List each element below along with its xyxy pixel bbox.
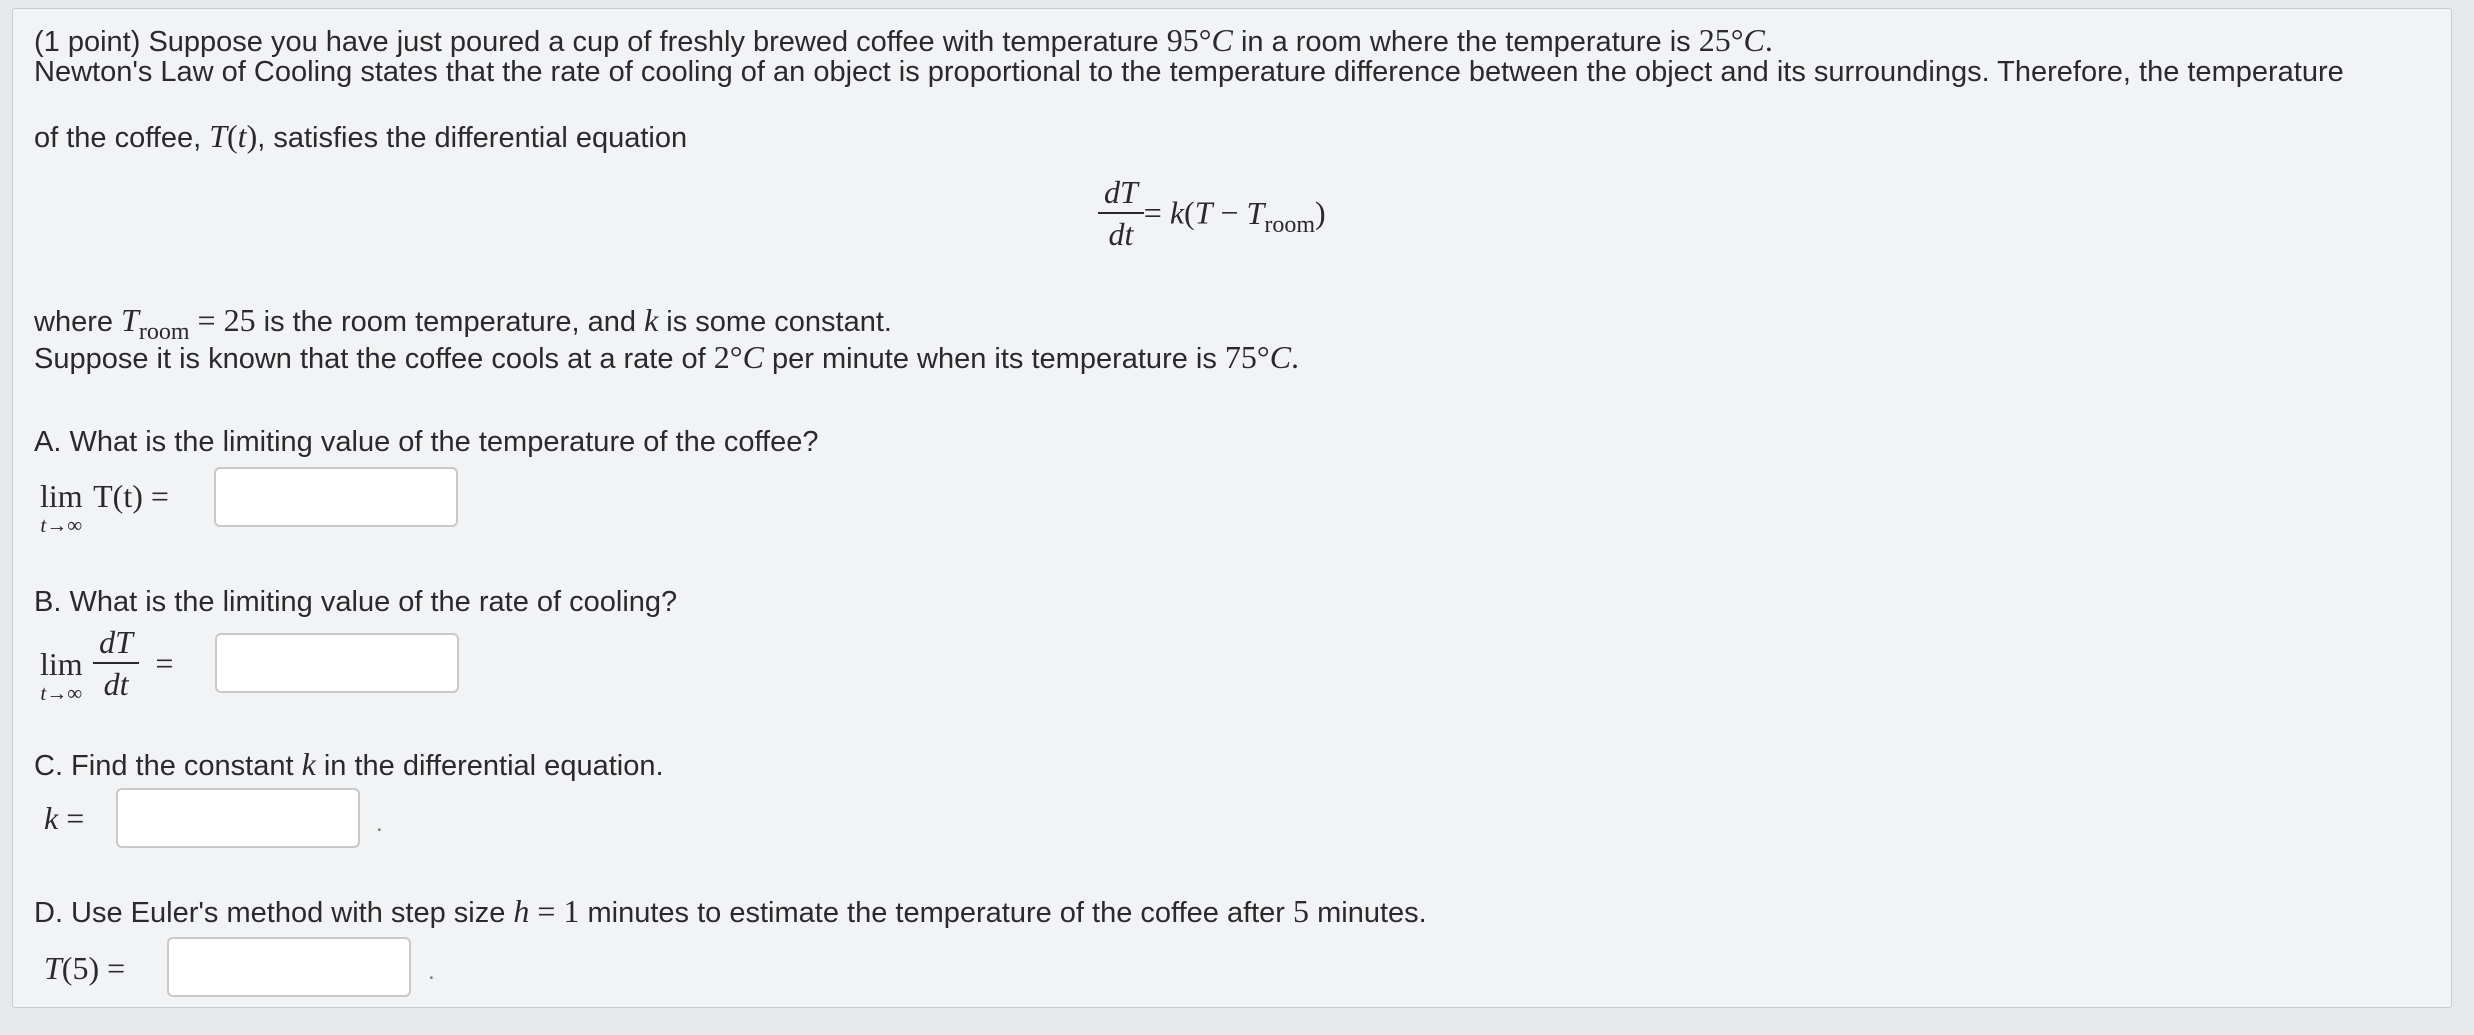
part-c-question: [34, 746, 664, 784]
part-b-expression: [40, 622, 173, 704]
equals-sign: =: [1143, 194, 1170, 231]
var-t: t: [237, 118, 247, 154]
rate-degree: °: [729, 339, 743, 375]
var-T-eq: T: [1194, 194, 1213, 231]
equals-b: =: [155, 644, 174, 681]
minus-sign: −: [1212, 194, 1247, 231]
where-text-b: is the room temperature, and: [255, 306, 645, 338]
part-d-text-b: minutes to estimate the temperature of the coffee after: [579, 897, 1294, 929]
differential-equation: [1098, 172, 1326, 254]
limit-operator: [40, 478, 83, 536]
where-text-a: where: [34, 306, 122, 338]
intro-line-2: Newton's Law of Cooling states that the rate of cooling of an object is proportional to the temperature difference between the object and its surroundings. Therefore, the temperature: [34, 56, 2344, 88]
rate-text-a: Suppose it is known that the coffee cools at a rate of: [34, 343, 714, 375]
var-k-where: k: [644, 302, 659, 338]
paren-close: ): [1315, 194, 1326, 231]
fraction-numerator: dT: [1098, 172, 1144, 214]
limit-operator-b: [40, 646, 83, 704]
celsius-unit-2: C: [1743, 22, 1765, 58]
period: .: [1764, 22, 1773, 58]
part-a-question: A. What is the limiting value of the temperature of the coffee?: [34, 426, 819, 458]
answer-a-input[interactable]: [214, 467, 458, 527]
rate-fraction-num: dT: [93, 622, 139, 664]
answer-b-input[interactable]: [215, 633, 459, 693]
var-k-c: k: [301, 746, 316, 782]
part-c-text-b: in the differential equation.: [315, 750, 664, 782]
degree-symbol-2: °: [1730, 22, 1744, 58]
var-T-room: T: [1246, 194, 1265, 231]
temp-celsius: C: [1269, 339, 1292, 375]
var-h: h: [513, 893, 530, 929]
lim-subscript-b: [40, 682, 83, 704]
lim-var: t: [40, 513, 47, 537]
where-subscript-room: room: [138, 319, 190, 345]
rate-value: 2: [713, 339, 730, 375]
subscript-room: room: [1264, 211, 1316, 238]
lim-var-b: t: [40, 681, 47, 705]
step-size-value: = 1: [529, 893, 580, 929]
trailing-dot-c: .: [376, 810, 383, 837]
lim-arrow-b: →∞: [46, 681, 83, 705]
part-d-text-c: minutes.: [1309, 897, 1427, 929]
paren-open: (: [1184, 194, 1195, 231]
answer-c-input[interactable]: [116, 788, 360, 848]
rate-period: .: [1291, 339, 1300, 375]
minutes-value: 5: [1293, 893, 1310, 929]
intro-text-a: (1 point) Suppose you have just poured a cup of freshly brewed coffee with temperature: [34, 26, 1167, 58]
lim-subscript: [40, 514, 83, 536]
answer-d-input[interactable]: [167, 937, 411, 997]
where-line: [34, 302, 892, 345]
var-T-where: T: [121, 302, 139, 338]
room-value: = 25: [189, 302, 256, 338]
T-of-t-equals: T(t) =: [93, 478, 169, 514]
where-text-c: is some constant.: [658, 306, 892, 338]
coffee-temp: 95: [1166, 22, 1199, 58]
part-a-expression: [40, 478, 169, 536]
intro-line-3: of the coffee, T(t), satisfies the differential equation: [34, 118, 688, 154]
room-temp: 25: [1698, 22, 1731, 58]
degree-symbol: °: [1198, 22, 1212, 58]
temp-degree: °: [1256, 339, 1270, 375]
lim-word: lim: [40, 478, 83, 514]
intro-l3-b: , satisfies the differential equation: [257, 122, 688, 154]
var-T: T: [209, 118, 228, 154]
temp-value: 75: [1224, 339, 1257, 375]
rate-fraction: [93, 622, 139, 704]
lim-word-b: lim: [40, 646, 83, 682]
intro-l3-a: of the coffee,: [34, 122, 210, 154]
trailing-dot-d: .: [428, 958, 435, 985]
dT-dt-fraction: [1098, 172, 1144, 254]
rate-line: [34, 339, 1299, 377]
lim-arrow: →∞: [46, 513, 83, 537]
rate-celsius: C: [742, 339, 764, 375]
part-b-question: B. What is the limiting value of the rate of cooling?: [34, 586, 678, 618]
rate-text-b: per minute when its temperature is: [763, 343, 1225, 375]
celsius-unit: C: [1211, 22, 1233, 58]
part-d-expression: T(5) =: [44, 950, 126, 986]
part-d-text-a: D. Use Euler's method with step size: [34, 897, 514, 929]
intro-text-b: in a room where the temperature is: [1232, 26, 1699, 58]
part-d-question: [34, 893, 1427, 931]
fraction-denominator: dt: [1108, 216, 1134, 252]
rate-fraction-den: dt: [103, 666, 129, 702]
part-c-expression: k =: [44, 800, 85, 836]
var-k: k: [1169, 194, 1185, 231]
part-c-text-a: C. Find the constant: [34, 750, 302, 782]
